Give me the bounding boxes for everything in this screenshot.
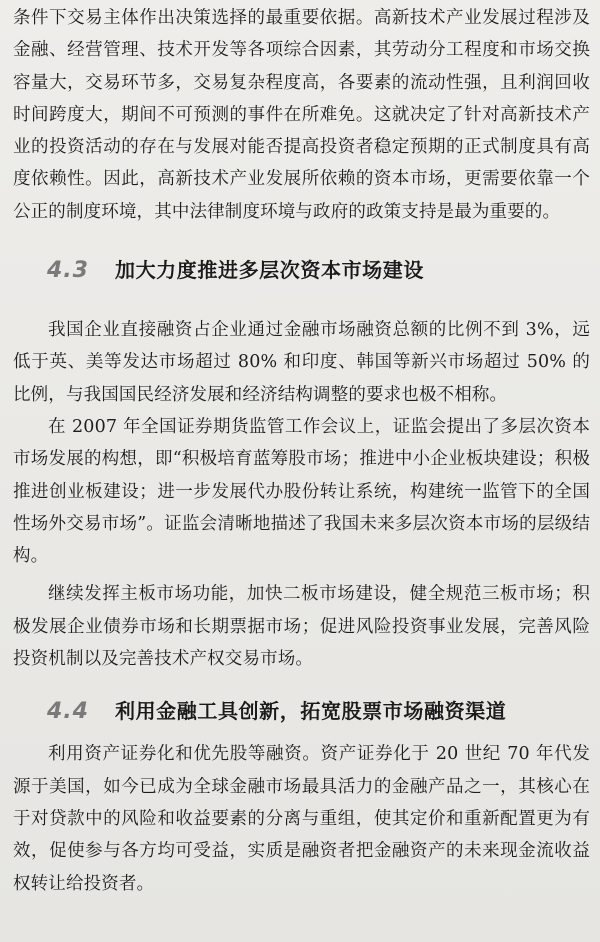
body-paragraph: 继续发挥主板市场功能，加快二板市场建设，健全规范三板市场；积极发展企业债券市场和长期票据市场；促进风险投资事业发展，完善风险投资机制以及完善技术产权交易市场。 [13, 584, 590, 670]
section-number: 4.4 [47, 699, 89, 725]
section-number: 4.3 [47, 258, 89, 284]
section-title: 利用金融工具创新，拓宽股票市场融资渠道 [114, 699, 507, 724]
body-paragraph: 我国企业直接融资占企业通过金融市场融资总额的比例不到 3%，远低于英、美等发达市场超过 80% 和印度、韩国等新兴市场超过 50% 的比例，与我国国民经济发展和经济结构调整的要求也极不相称。 [13, 320, 590, 405]
section-heading-4-3 [47, 254, 590, 283]
section-heading-4-4 [47, 695, 590, 724]
body-paragraph: 条件下交易主体作出决策选择的最重要依据。高新技术产业发展过程涉及金融、经营管理、技术开发等各项综合因素，其劳动分工程度和市场交换容量大，交易环节多，交易复杂程度高，各要素的流动性强，且利润回收时间跨度大，期间不可预测的事件在所难免。这就决定了针对高新技术产业的投资活动的存在与发展对能否提高投资者稳定预期的正式制度具有高度依赖性。因此，高新技术产业发展所依赖的资本市场，更需要依靠一个公正的制度环境，其中法律制度环境与政府的政策支持是最为重要的。 [13, 8, 590, 222]
body-paragraph: 利用资产证券化和优先股等融资。资产证券化于 20 世纪 70 年代发源于美国，如今已成为全球金融市场最具活力的金融产品之一，其核心在于对贷款中的风险和收益要素的分离与重组，使其定价和重新配置更为有效，促使参与各方均可受益，实质是融资者把金融资产的未来现金流收益权转让给投资者。 [13, 744, 590, 894]
body-paragraph: 在 2007 年全国证券期货监管工作会议上，证监会提出了多层次资本市场发展的构想，即“积极培育蓝筹股市场；推进中小企业板块建设；积极推进创业板建设；进一步发展代办股份转让系统，构建统一监管下的全国性场外交易市场”。证监会清晰地描述了我国未来多层次资本市场的层级结构。 [13, 416, 590, 567]
section-title: 加大力度推进多层次资本市场建设 [114, 258, 424, 283]
